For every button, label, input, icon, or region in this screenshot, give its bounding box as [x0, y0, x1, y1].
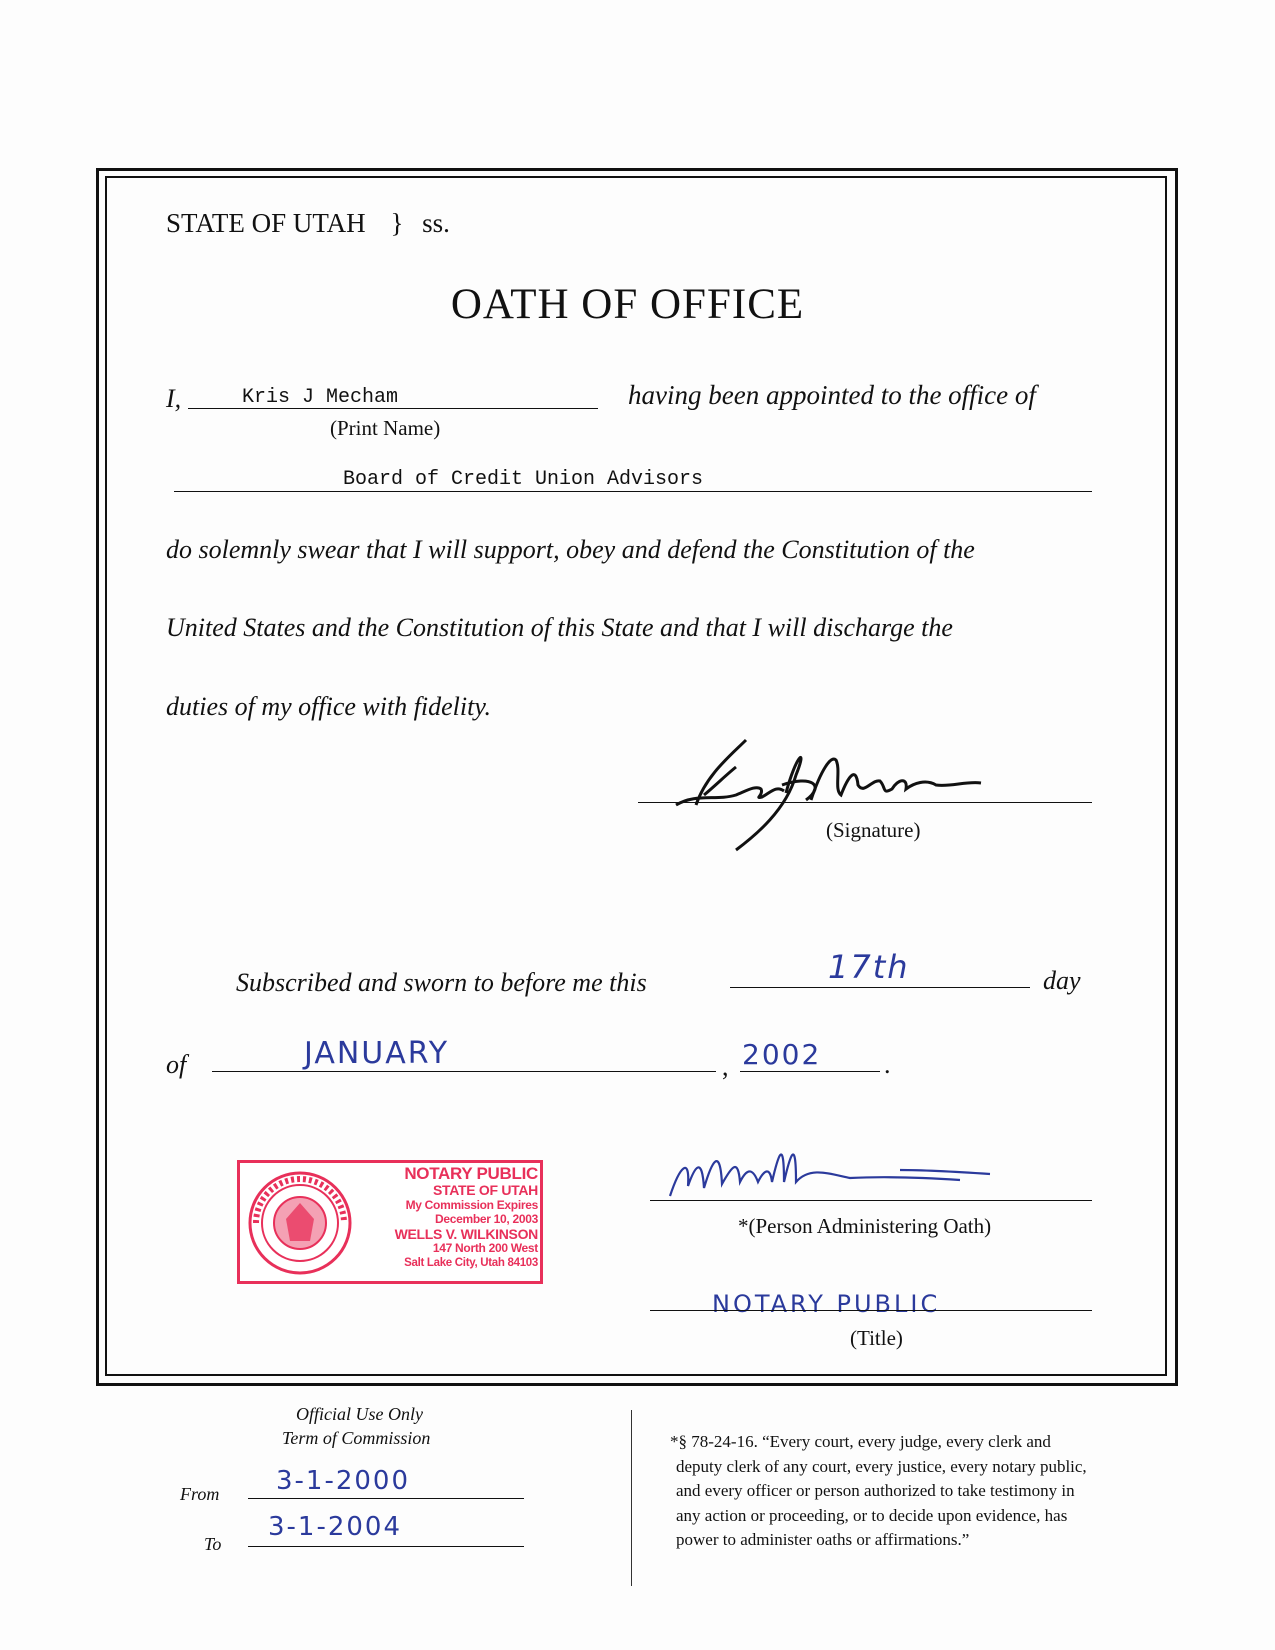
signature-caption: (Signature)	[826, 818, 921, 842]
signature-line	[638, 802, 1092, 803]
footnote-line-5: power to administer oaths or affirmations.”	[676, 1530, 970, 1549]
appointed-text: having been appointed to the office of	[628, 380, 1036, 410]
to-label: To	[204, 1534, 222, 1554]
term-of-commission-heading: Term of Commission	[282, 1428, 431, 1448]
stamp-line-3: My Commission Expires	[405, 1197, 538, 1212]
to-value: 3-1-2004	[268, 1512, 403, 1542]
page-title: OATH OF OFFICE	[450, 281, 805, 328]
oath-body-line-2: United States and the Constitution of this State and that I will discharge the	[166, 613, 953, 642]
notary-seal-image	[246, 1169, 354, 1277]
administrator-signature-line	[650, 1200, 1092, 1201]
oath-body-line-3: duties of my office with fidelity.	[166, 692, 491, 721]
official-use-heading: Official Use Only	[296, 1404, 423, 1424]
day-label: day	[1043, 966, 1081, 995]
footnote-line-3: and every officer or person authorized to take testimony in	[676, 1481, 1075, 1500]
from-label: From	[180, 1484, 220, 1504]
footnote-line-1: *§ 78-24-16. “Every court, every judge, every clerk and	[670, 1432, 1051, 1451]
stamp-line-4: December 10, 2003	[435, 1212, 538, 1226]
state-header	[166, 208, 450, 239]
notary-stamp	[237, 1160, 543, 1284]
month-value: JANUARY	[304, 1036, 450, 1071]
date-comma: ,	[722, 1052, 729, 1081]
notary-stamp-text	[360, 1165, 538, 1270]
to-line	[248, 1546, 524, 1547]
year-value: 2002	[742, 1038, 822, 1071]
ss-label: ss.	[422, 208, 450, 238]
office-line	[174, 491, 1092, 492]
of-label: of	[166, 1050, 187, 1079]
oath-body-line-1: do solemnly swear that I will support, obey and defend the Constitution of the	[166, 535, 975, 564]
from-value: 3-1-2000	[276, 1466, 411, 1496]
day-value: 17th	[828, 948, 910, 986]
brace: }	[390, 208, 404, 238]
stamp-line-6: 147 North 200 West	[432, 1241, 538, 1255]
administrator-signature-image	[660, 1126, 1040, 1206]
stamp-line-2: STATE OF UTAH	[433, 1182, 538, 1198]
stamp-line-5: WELLS V. WILKINSON	[394, 1225, 538, 1242]
title-caption: (Title)	[850, 1326, 903, 1350]
administrator-caption: *(Person Administering Oath)	[738, 1214, 992, 1238]
print-name-value: Kris J Mecham	[242, 386, 399, 409]
from-line	[248, 1498, 524, 1499]
footnote-line-2: deputy clerk of any court, every justice, every notary public,	[676, 1456, 1087, 1476]
statute-footnote	[670, 1430, 1087, 1553]
title-line	[650, 1310, 1092, 1311]
date-period: .	[884, 1050, 891, 1079]
day-line	[730, 987, 1030, 988]
oath-prefix: I,	[166, 384, 182, 413]
stamp-line-1: NOTARY PUBLIC	[404, 1164, 538, 1183]
print-name-caption: (Print Name)	[330, 416, 441, 440]
footer-divider	[631, 1410, 632, 1586]
year-line	[740, 1071, 880, 1072]
title-value: NOTARY PUBLIC	[712, 1290, 941, 1318]
office-value: Board of Credit Union Advisors	[343, 468, 704, 491]
footnote-line-4: any action or proceeding, or to decide upon evidence, has	[676, 1505, 1068, 1525]
stamp-line-7: Salt Lake City, Utah 84103	[404, 1256, 538, 1269]
state-name: STATE OF UTAH	[166, 208, 366, 238]
subscribed-text: Subscribed and sworn to before me this	[236, 968, 647, 997]
month-line	[212, 1071, 716, 1072]
